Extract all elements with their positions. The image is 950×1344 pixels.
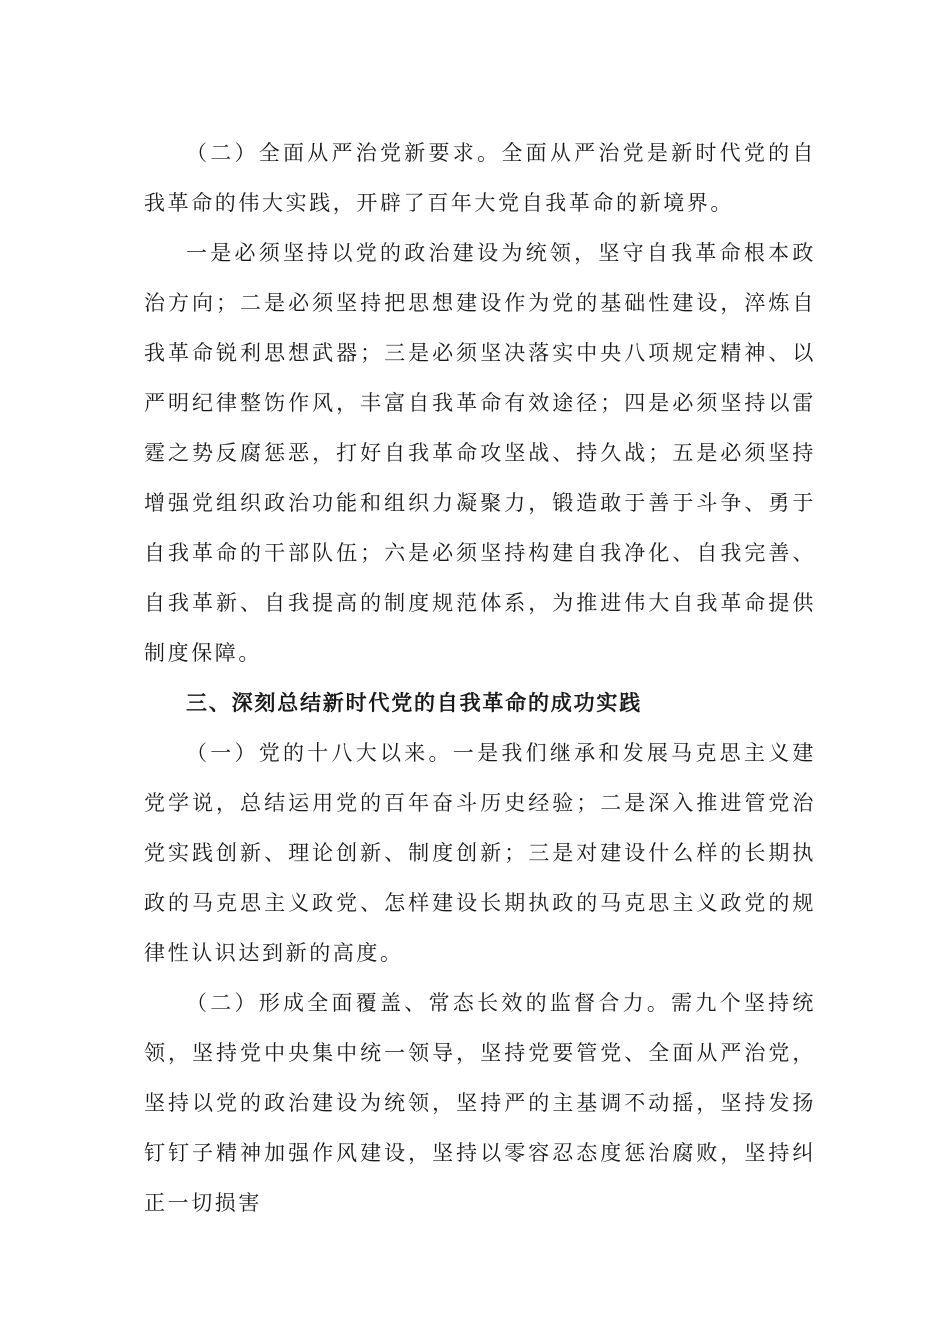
paragraph-3: （一）党的十八大以来。一是我们继承和发展马克思主义建党学说，总结运用党的百年奋斗历史经验；二是深入推进管党治党实践创新、理论创新、制度创新；三是对建设什么样的长期执政的马克思主义政党、怎样建设长期执政的马克思主义政党的规律性认识达到新的高度。 — [144, 741, 816, 965]
paragraph-2: 一是必须坚持以党的政治建设为统领，坚守自我革命根本政治方向；二是必须坚持把思想建设作为党的基础性建设，淬炼自我革命锐利思想武器；三是必须坚决落实中央八项规定精神、以严明纪律整饬作风，丰富自我革命有效途径；四是必须坚持以雷霆之势反腐惩恶，打好自我革命攻坚战、持久战；五是必须坚持增强党组织政治功能和组织力凝聚力，锻造敢于善于斗争、勇于自我革命的干部队伍；六是必须坚持构建自我净化、自我完善、自我革新、自我提高的制度规范体系，为推进伟大自我革命提供制度保障。 — [144, 241, 816, 665]
section-heading: 三、深刻总结新时代党的自我革命的成功实践 — [186, 691, 642, 715]
paragraph-4: （二）形成全面覆盖、常态长效的监督合力。需九个坚持统领，坚持党中央集中统一领导，坚持党要管党、全面从严治党，坚持以党的政治建设为统领，坚持严的主基调不动摇，坚持发扬钉钉子精神加强作风建设，坚持以零容忍态度惩治腐败，坚持纠正一切损害 — [144, 991, 816, 1215]
paragraph-1: （二）全面从严治党新要求。全面从严治党是新时代党的自我革命的伟大实践，开辟了百年大党自我革命的新境界。 — [144, 141, 816, 215]
document-body — [144, 128, 816, 1228]
